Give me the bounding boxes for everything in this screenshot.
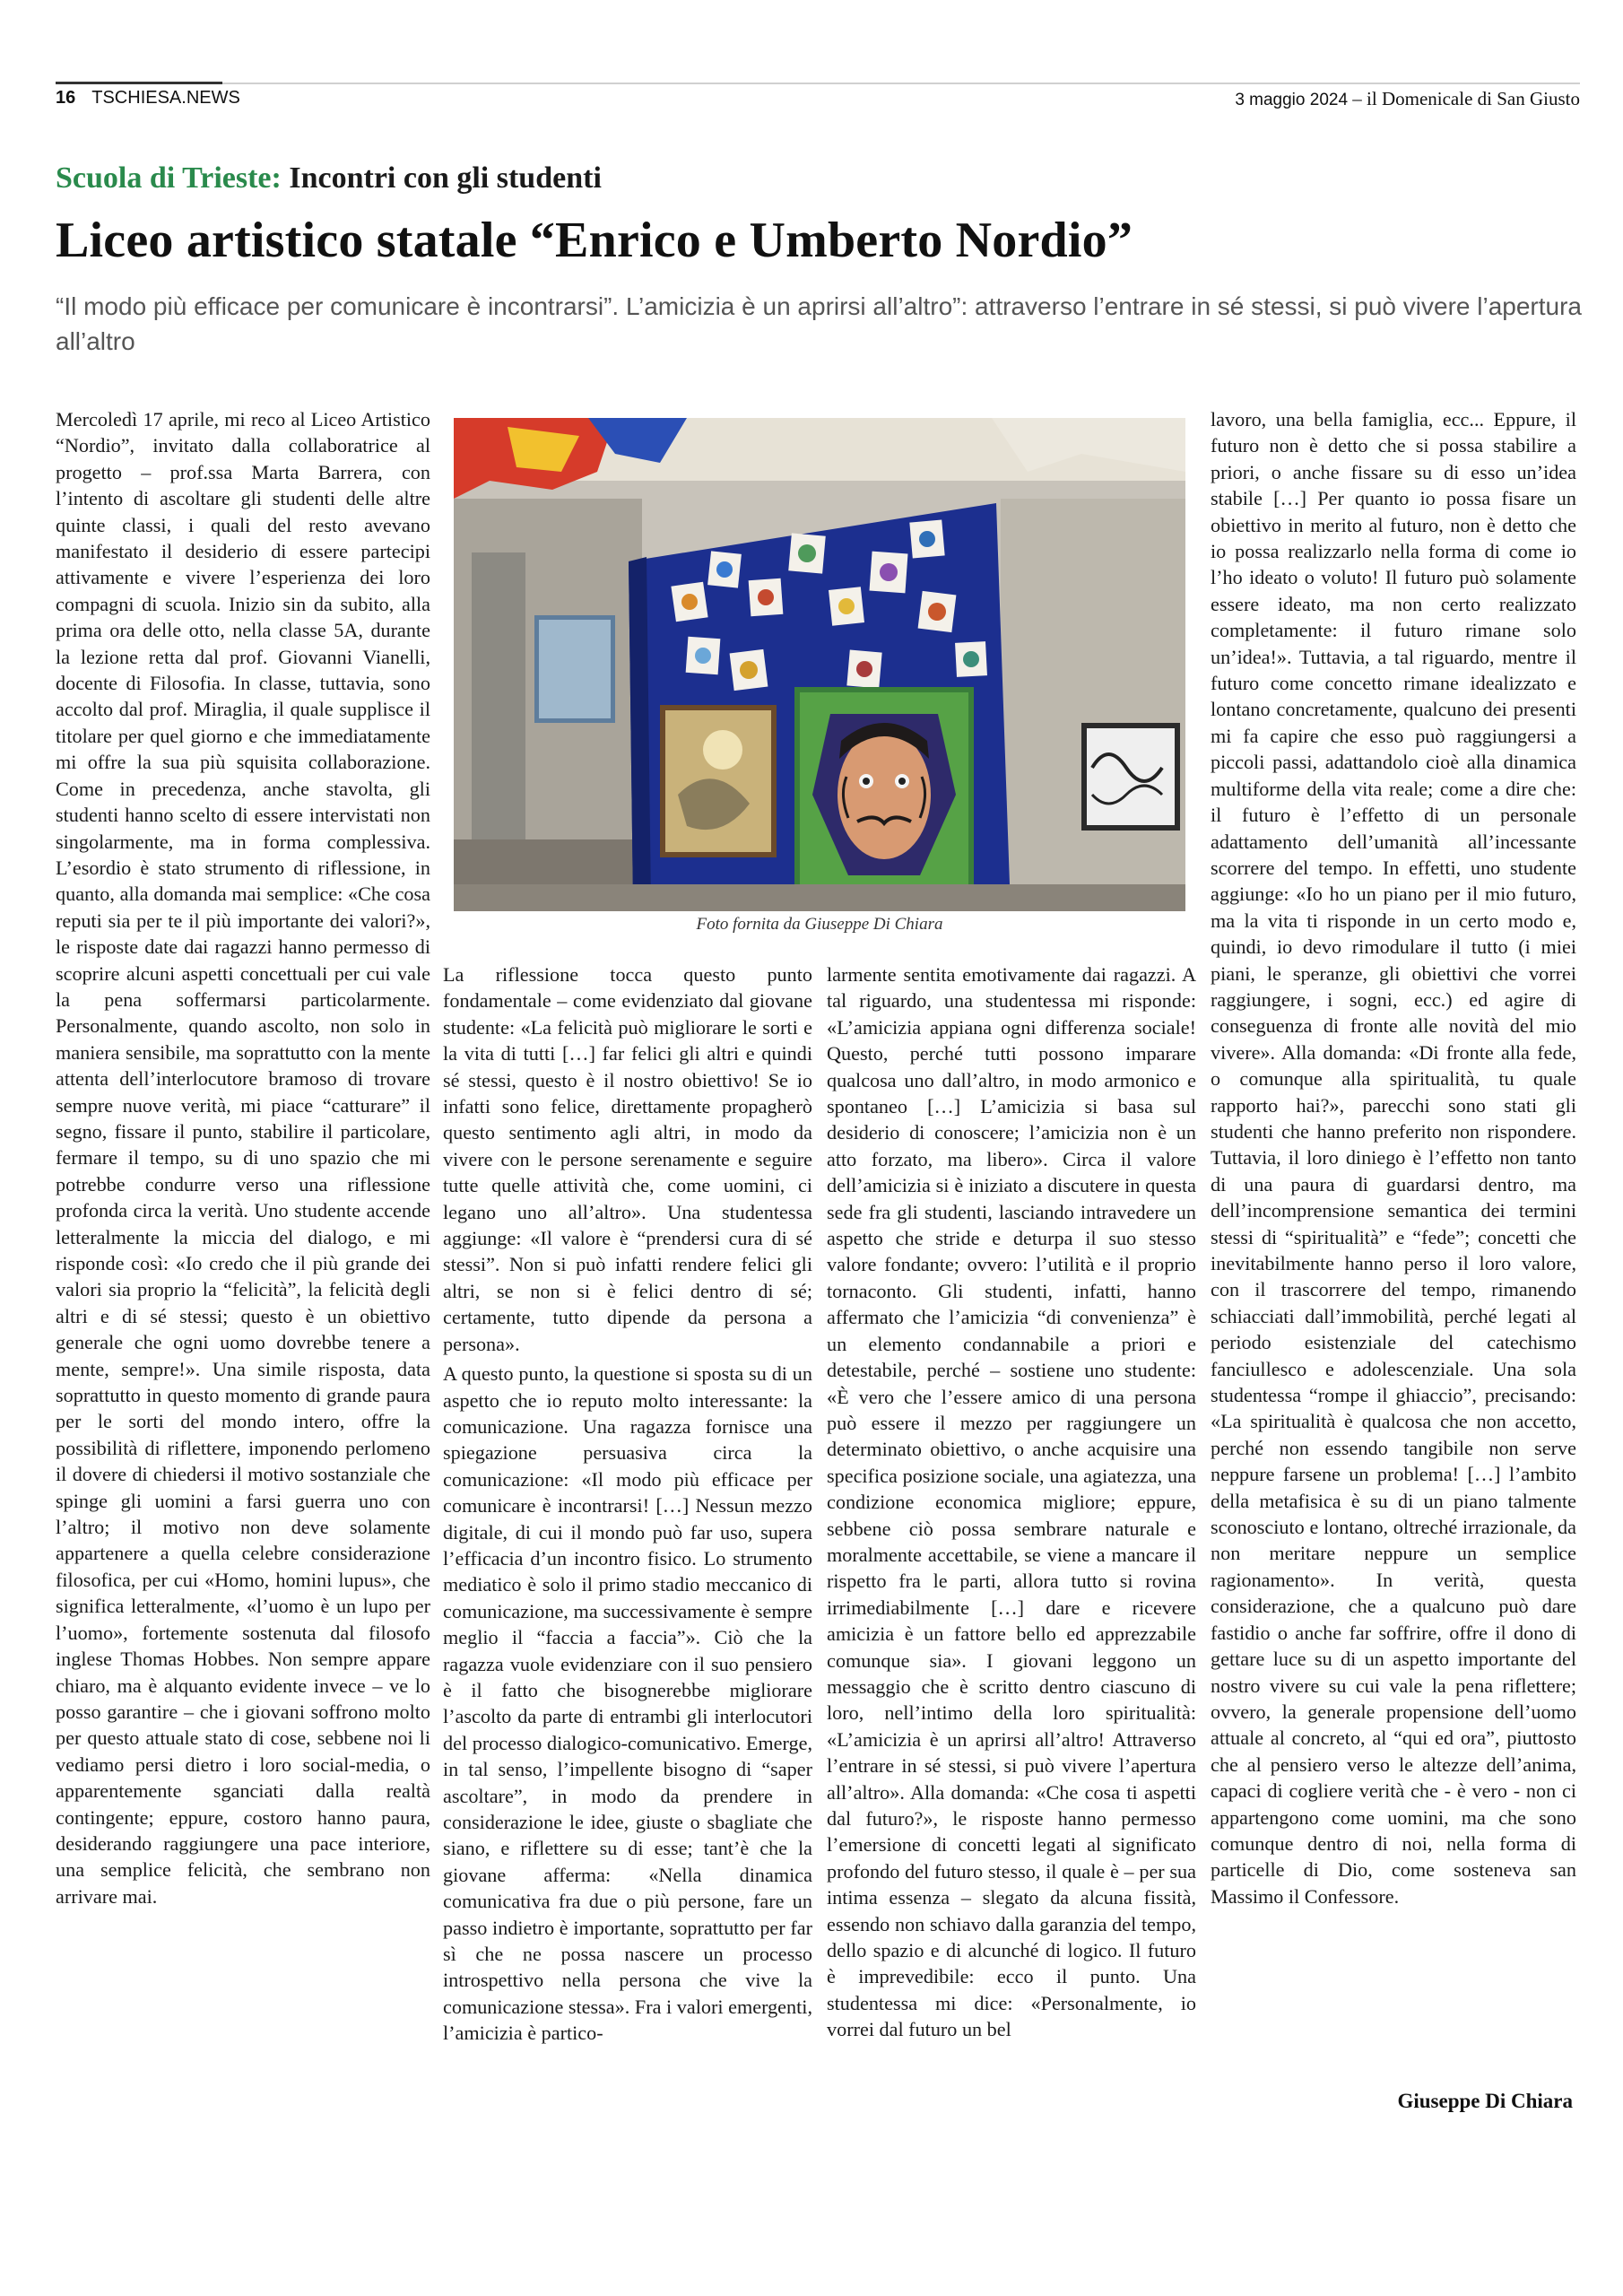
article-standfirst: “Il modo più efficace per comunicare è incontrarsi”. L’amicizia è un aprirsi all’altro”: attraverso l’entrare in sé stessi, si può vivere l’apertura all’altro (56, 292, 1582, 355)
header-rule (56, 83, 1580, 84)
periodical-name: il Domenicale di San Giusto (1367, 88, 1580, 109)
article-column-2 (443, 961, 812, 2047)
article-headline: Liceo artistico statale “Enrico e Umberto Nordio” (56, 213, 1133, 268)
issue-date: 3 maggio 2024 (1235, 91, 1349, 109)
issue-dateline (1235, 88, 1580, 110)
publication-name: TSCHIESA.NEWS (91, 88, 240, 108)
article-column-4 (1211, 406, 1576, 1909)
article-author: Giuseppe Di Chiara (1397, 2090, 1573, 2112)
photo-caption: Foto fornita da Giuseppe Di Chiara (696, 915, 943, 934)
article-paragraph: Mercoledì 17 aprile, mi reco al Liceo Artistico “Nordio”, invitato dalla collaboratrice al progetto – prof.ssa Marta Barrera, con l’intento di ascoltare gli studenti delle altre quinte classi, i quali del resto avevano manifestato il desiderio di essere partecipi attivamente e vivere l’esperienza dei loro compagni di scuola. Inizio sin da subito, alla prima ora delle otto, nella classe 5A, durante la lezione retta dal prof. Giovanni Vianelli, docente di Filosofia. In classe, tuttavia, sono accolto dal prof. Miraglia, il quale supplisce il titolare per quel giorno e che immediatamente mi offre la sua più squisita collaborazione. Come in precedenza, anche stavolta, gli studenti hanno scelto di essere intervistati non singolarmente, ma in forma complessiva. L’esordio è stato strumento di riflessione, in quanto, alla domanda mai semplice: «Che cosa reputi sia per te il più importante dei valori?», le risposte date dai ragazzi hanno permesso di scoprire alcuni aspetti concettuali per cui vale la pena soffermarsi particolarmente. Personalmente, quando ascolto, non solo in maniera sensibile, ma soprattutto con la mente attenta dell’interlocutore bramoso di trovare sempre nuove verità, mi piace “catturare” il segno, fissare il punto, stabilire il particolare, fermare il tempo, su di uno spazio che mi potrebbe condurre verso una riflessione profonda circa la verità. Uno studente accende letteralmente la miccia del dialogo, e mi risponde così: «Io credo che il più grande dei valori sia proprio la “felicità”, la felicità degli altri e di sé stessi; questo è un obiettivo generale che ogni uomo dovrebbe tenere a mente, sempre!». Una simile risposta, data soprattutto in questo momento di grande paura per le sorti del mondo intero, offre la possibilità di riflettere, imponendo perlomeno il dovere di chiedersi il motivo sostanziale che spinge gli uomini a farsi guerra uno con l’altro; il motivo non deve solamente appartenere a quella celebre considerazione filosofica, per cui «Homo, homini lupus», che significa letteralmente, «l’uomo è un lupo per l’uomo», fortemente sostenuta dal filosofo inglese Thomas Hobbes. Non sempre appare chiaro, ma è alquanto evidente invece – ve lo posso garantire – che i giovani soffrono molto per questo attuale stato di cose, sebbene noi li vediamo persi dietro i loro social-media, o apparentemente sganciati dalla realtà contingente; eppure, costoro hanno paura, desiderando raggiungere una pace interiore, una semplice felicità, che sembrano non arrivare mai. (56, 408, 430, 1908)
article-paragraph: La riflessione tocca questo punto fondamentale – come evidenziato dal giovane studente: «La felicità può migliorare le sorti e la vita di tutti […] far felici gli altri e quindi sé stessi, questo è il nostro obiettivo! Se io infatti sono felice, direttamente propagherò questo sentimento agli altri, in modo da vivere con le persone serenamente e seguire tutte quelle attività che, come uomini, ci legano uno all’altro». Una studentessa aggiunge: «Il valore è “prendersi cura di sé stessi”. Non si può infatti rendere felici gli altri, se non si è felici dentro di sé; certamente, tutto dipende da persona a persona». (443, 963, 812, 1355)
article-paragraph: lavoro, una bella famiglia, ecc... Eppure, il futuro non è detto che si possa stabilire a priori, o anche fissare su di esso un’idea stabile […] Per quanto io possa fisare un obiettivo in merito al futuro, non è detto che io possa realizzarlo nella forma di come io l’ho ideato o voluto! Il futuro può solamente essere ideato, ma non certo realizzato completamente: il futuro rimane solo un’idea!». Tuttavia, a tal riguardo, mentre il futuro come concetto rimane idealizzato e lontano concretamente, qualcuno dei presenti mi fa capire che esso può raggiungersi a piccoli passi, adattandolo cioè alla dinamica multiforme della vita reale; come a dire che: il futuro è l’effetto di un personale adattamento dell’umanità all’incessante scorrere del tempo. In effetti, uno studente aggiunge: «Io ho un piano per il mio futuro, ma la vita ti risponde in un certo modo e, quindi, io devo rimodulare il tutto (i miei piani, le speranze, gli obiettivi che vorrei raggiungere, i sogni, ecc.) ed agire di conseguenza di fronte alle novità del mio vivere». Alla domanda: «Di fronte alla fede, o comunque alla spiritualità, tu quale rapporto hai?», parecchi sono stati gli studenti che hanno preferito non rispondere. Tuttavia, il loro diniego è l’effetto non tanto di una paura di guardarsi dentro, ma dell’incomprensione semantica dei termini stessi di “spiritualità” e “fede”; concetti che inevitabilmente hanno perso il loro valore, con il trascorrere del tempo, rimanendo schiacciati dall’immobilità, perché legati al periodo esistenziale del catechismo fanciullesco e adolescenziale. Una sola studentessa “rompe il ghiaccio”, precisando: «La spiritualità è qualcosa che non accetto, perché non essendo tangibile non serve neppure farsene un problema! […] l’ambito della metafisica è su di un piano talmente sconosciuto e lontano, oltreché irrazionale, da non meritare neppure un semplice ragionamento». In verità, questa considerazione, che a qualcuno può dare fastidio o anche far soffrire, offre il dono di gettare luce su di un aspetto importante del nostro vivere su cui vale la pena riflettere; ovvero, la generale propensione dell’uomo attuale al concreto, al “qui ed ora”, piuttosto che al pensiero verso le altezze dell’anima, capaci di cogliere verità che - è vero - non ci appartengono come uomini, ma che sono comunque dentro di noi, nella forma di particelle di Dio, come sosteneva san Massimo il Confessore. (1211, 408, 1576, 1908)
article-photo (454, 418, 1185, 911)
header-rule-accent (56, 82, 222, 84)
article-column-3 (827, 961, 1196, 2043)
article-column-1 (56, 406, 430, 1909)
kicker-section: Scuola di Trieste: (56, 161, 282, 195)
dateline-separator: – (1348, 88, 1367, 109)
kicker-topic: Incontri con gli studenti (289, 161, 602, 195)
section-kicker (56, 161, 602, 196)
page-number: 16 (56, 88, 76, 108)
page-folio (56, 88, 240, 109)
article-paragraph: larmente sentita emotivamente dai ragazzi. A tal riguardo, una studentessa mi risponde: «L’amicizia appiana ogni differenza sociale! Questo, perché tutti possono imparare qualcosa uno dall’altro, in modo armonico e spontaneo […] L’amicizia si basa sul desiderio di conoscere; l’amicizia non è un atto forzato, ma libero». Circa il valore dell’amicizia si è iniziato a discutere in questa sede fra gli studenti, lasciando intravedere un aspetto che stride e deturpa il suo stesso valore fondante; ovvero: l’utilità e il proprio tornaconto. Gli studenti, infatti, hanno affermato che l’amicizia “di convenienza” è un elemento condannabile a priori e detestabile, perché – sostiene uno studente: «È vero che l’essere amico di una persona può essere il mezzo per raggiungere un determinato obiettivo, o anche acquisire una specifica posizione sociale, una agiatezza, una condizione economica migliore; eppure, sebbene ciò possa sembrare naturale e moralmente accettabile, se viene a mancare il rispetto fra le parti, allora tutto si rovina irrimediabilmente […] dare e ricevere amicizia è un fattore bello ed apprezzabile comunque sia». I giovani leggono un messaggio che è scritto dentro ciascuno di loro, nell’intimo della loro spiritualità: «L’amicizia è un aprirsi all’altro! Attraverso l’entrare in sé stessi, si può vivere l’apertura all’altro». Alla domanda: «Che cosa ti aspetti dal futuro?», le risposte hanno permesso l’emersione di concetti legati al significato profondo del futuro stesso, il quale è – per sua intima essenza – slegato da alcuna fissità, essendo non schiavo dalla garanzia del tempo, dello spazio e di alcunché di logico. Il futuro è imprevedibile: ecco il punto. Una studentessa mi dice: «Personalmente, io vorrei dal futuro un bel (827, 963, 1196, 2041)
article-paragraph: A questo punto, la questione si sposta su di un aspetto che io reputo molto interessante: la comunicazione. Una ragazza fornisce una spiegazione persuasiva circa la comunicazione: «Il modo più efficace per comunicare è incontrarsi! […] Nessun mezzo digitale, di cui il mondo può far uso, supera l’efficacia d’un incontro fisico. Lo strumento mediatico è solo il primo stadio meccanico di comunicazione, ma successivamente è sempre meglio il “faccia a faccia”». Ciò che la ragazza vuole evidenziare con il suo pensiero è il fatto che bisognerebbe migliorare l’ascolto da parte di entrambi gli interlocutori del processo dialogico-comunicativo. Emerge, in tal senso, l’impellente bisogno di “saper ascoltare”, in modo da prendere in considerazione le idee, giuste o sbagliate che siano, e riflettere su di esse; tant’è che la giovane afferma: «Nella dinamica comunicativa fra due o più persone, fare un passo indietro è importante, soprattutto per far sì che ne possa nascere un processo introspettivo nella persona che vive la comunicazione stessa». Fra i valori emergenti, l’amicizia è partico- (443, 1362, 812, 2045)
